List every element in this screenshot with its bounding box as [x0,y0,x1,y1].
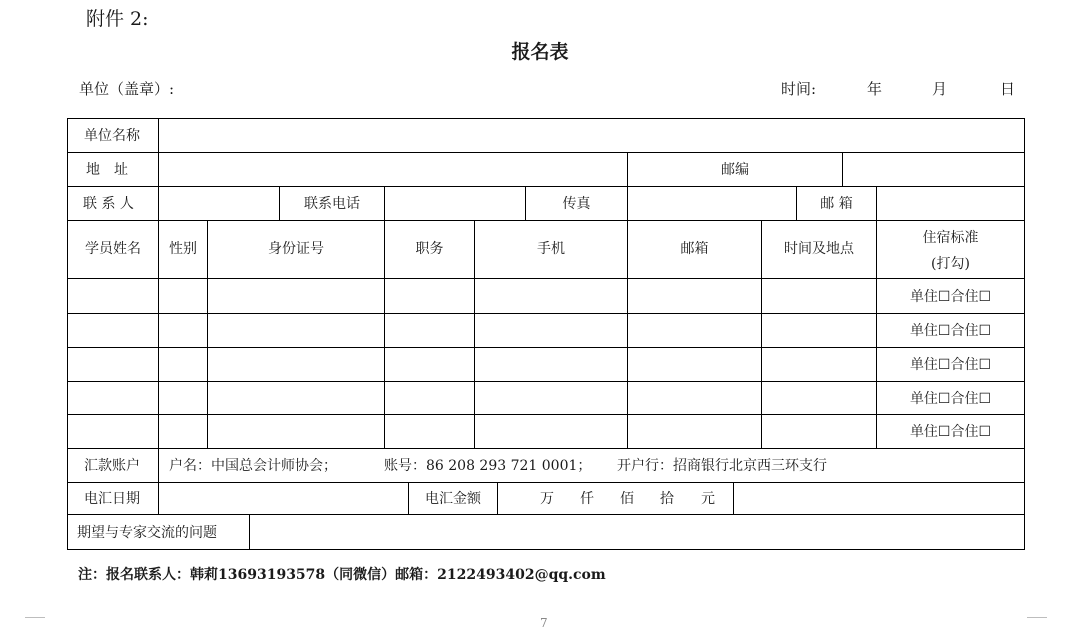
amount-unit-shi: 拾 [660,491,674,507]
postcode-field[interactable] [843,153,1024,186]
amount-unit-wan: 万 [540,491,554,507]
unit-stamp-label: 单位（盖章）: [79,80,175,98]
lodging-option[interactable]: 单住☐合住☐ [909,357,992,373]
page-number: 7 [540,616,548,630]
column-header-gender: 性别 [169,241,197,257]
lodging-option[interactable]: 单住☐合住☐ [909,289,992,305]
table-line [67,347,1025,348]
column-header-student-name: 学员姓名 [85,241,141,257]
time-label: 时间: [781,80,817,98]
attachment-label: 附件 2: [86,8,149,30]
remit-amount-label: 电汇金额 [425,491,481,507]
questions-label: 期望与专家交流的问题 [77,525,217,541]
contact-phone-label: 联系电话 [304,196,360,212]
fax-label: 传真 [562,196,591,212]
account-name: 户名：中国总会计师协会； [169,458,337,474]
table-line [67,381,1025,382]
table-line [67,414,1025,415]
bank-name: 开户行：招商银行北京西三环支行 [617,458,827,474]
table-line [67,549,1025,550]
column-header-mobile: 手机 [537,241,565,257]
email-field[interactable] [877,187,1024,220]
unit-name-label: 单位名称 [84,128,140,144]
day-label: 日 [1000,80,1016,98]
year-label: 年 [867,80,883,98]
remit-amount-field[interactable] [734,483,1024,514]
table-line [67,118,68,550]
amount-unit-qian: 仟 [580,491,594,507]
table-line [67,220,1025,221]
lodging-option[interactable]: 单住☐合住☐ [909,424,992,440]
email-label: 邮 箱 [820,196,853,212]
column-header-email: 邮箱 [680,241,709,257]
column-header-id-number: 身份证号 [268,241,324,257]
month-label: 月 [932,80,948,98]
column-header-lodging: 住宿标准 [922,230,979,246]
table-line [67,448,1025,449]
amount-unit-bai: 佰 [620,491,634,507]
contact-phone-field[interactable] [385,187,525,220]
table-line [67,313,1025,314]
remit-account-label: 汇款账户 [84,458,140,474]
address-field[interactable] [159,153,627,186]
lodging-option[interactable]: 单住☐合住☐ [909,323,992,339]
questions-field[interactable] [250,515,1024,549]
table-line [497,482,498,514]
lodging-option[interactable]: 单住☐合住☐ [909,391,992,407]
postcode-label: 邮编 [721,162,749,178]
contact-person-label: 联 系 人 [83,196,134,212]
fax-field[interactable] [628,187,796,220]
remit-date-field[interactable] [159,483,408,514]
column-header-lodging-hint: (打勾) [931,256,970,272]
address-label: 地 址 [86,162,128,178]
contact-person-field[interactable] [159,187,279,220]
unit-name-field[interactable] [159,119,1024,152]
account-number: 账号：86 208 293 721 0001； [384,458,592,474]
table-line [1024,118,1025,550]
column-header-position: 职务 [415,241,444,257]
contact-note: 注：报名联系人：韩莉13693193578（同微信）邮箱：2122493402@qq.com [78,567,606,583]
table-line [67,278,1025,279]
remit-date-label: 电汇日期 [84,491,140,507]
column-header-time-location: 时间及地点 [784,241,854,257]
page-title: 报名表 [511,41,569,63]
amount-unit-yuan: 元 [701,491,715,507]
